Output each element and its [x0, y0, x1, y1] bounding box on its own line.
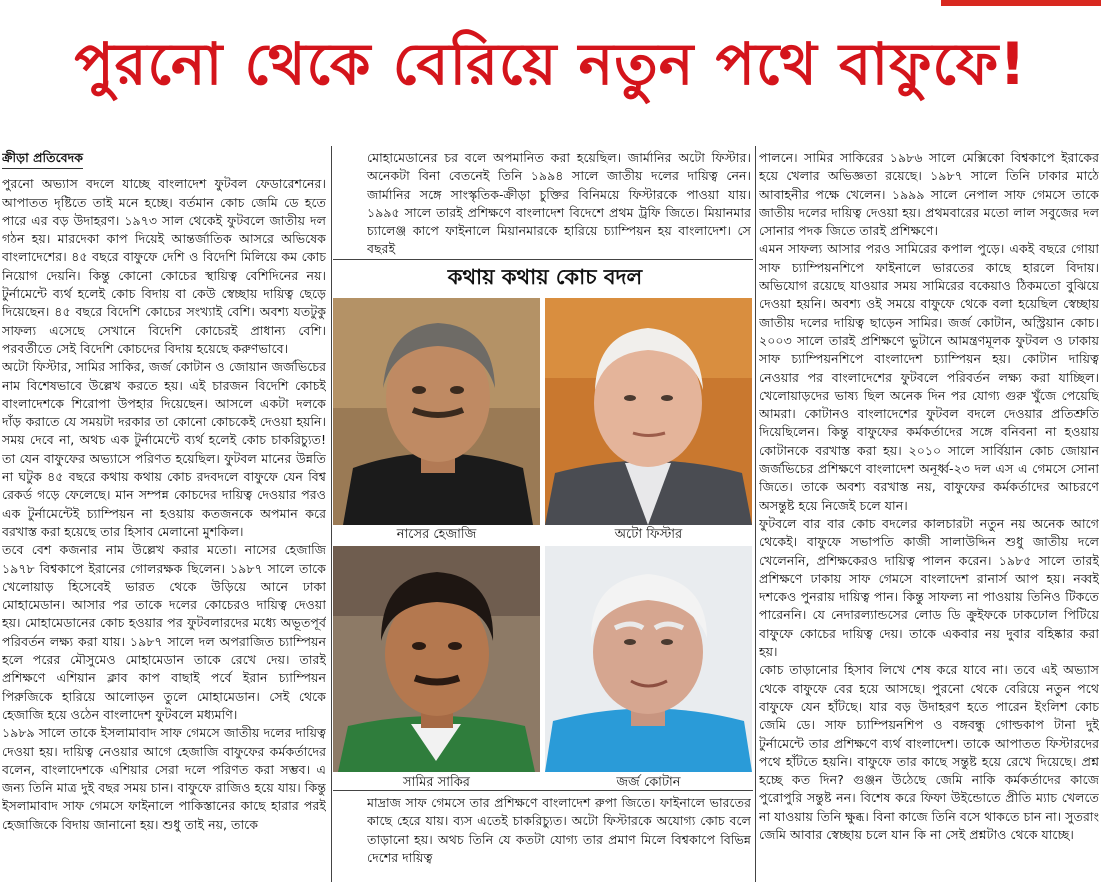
column-rule-right	[755, 146, 756, 882]
paragraph: কোচ তাড়ানোর হিসাব লিখে শেষ করে যাবে না। তবে এই অভ্যাস থেকে বাফুফে বের হয়ে আসছে। পুরনো থেকে বেরিয়ে নতুন পথে বাফুফে যেন হাঁটছে। যার বড় উদাহরণ হতে পারেন ইংলিশ কোচ জেমি ডে। সাফ চ্যাম্পিয়নশিপ ও বঙ্গবন্ধু গোল্ডকাপ টানা দুই টুর্নামেন্টে তার প্রশিক্ষণে ব্যর্থ বাংলাদেশ। তাকে আপাতত ফিস্টারদের পথে হাঁটতে হয়নি। বাফুফে তার কাছে সন্তুষ্ট হয়ে রেখে দিয়েছে। প্রশ্ন হচ্ছে কত দিন? গুঞ্জন উঠেছে জেমি নাকি কর্মকর্তাদের কাজে পুরোপুরি সন্তুষ্ট নন। বিশেষ করে ফিফা উইন্ডোতে প্রীতি ম্যাচ খেলতে না যাওয়ায় তিনি ক্ষুব্ধ। বিনা কাজে তিনি বসে থাকতে চান না। সুতরাং জেমি আবার স্বেচ্ছায় চলে যান কি না সেই প্রশ্নটাও থেকে যাচ্ছে।	[759, 662, 1099, 842]
column-rule-left	[331, 146, 332, 882]
article-column-3	[759, 149, 1099, 882]
paragraph: তবে বেশ কজনার নাম উল্লেখ করার মতো। নাসের হেজাজি ১৯৭৮ বিশ্বকাপে ইরানের গোলরক্ষক ছিলেন। ১৯৮৭ সালে তাকে খেলোয়াড় হিসেবেই ভারত থেকে উড়িয়ে আনে ঢাকা মোহামেডান। আসার পর তাকে দলের কোচেরও দায়িত্ব দেওয়া হয়। মোহামেডানের কোচ হওয়ার পর ফুটবলারদের মধ্যে অভূতপূর্ব পরিবর্তন লক্ষ্য করা যায়। ১৯৮৭ সালে দল অপরাজিত চ্যাম্পিয়ন হলে পরের মৌসুমেও মোহামেডান তাকে রেখে দেয়। তারই প্রশিক্ষণে এশিয়ান ক্লাব কাপ বাছাই পর্বে ইরান চ্যাম্পিয়ন পিরুজিকে হারিয়ে আলোড়ন তুলে মোহামেডান। সেই থেকে হেজাজি হয়ে ওঠেন বাংলাদেশ ফুটবলে মধ্যমণি।	[2, 542, 326, 722]
caption-george-kottan: জর্জ কোটান	[616, 775, 681, 790]
caption-nasser-hejazi: নাসের হেজাজি	[396, 527, 477, 542]
headline: পুরনো থেকে বেরিয়ে নতুন পথে বাফুফে!	[74, 30, 1027, 98]
paragraph: মোহামেডানের চর বলে অপমানিত করা হয়েছিল। জার্মানির অটো ফিস্টার। অনেকটা বিনা বেতনেই তিনি ১৯৯৪ সালে জাতীয় দলের দায়িত্ব নেন। জার্মানির সঙ্গে সাংস্কৃতিক-ক্রীড়া চুক্তির বিনিময়ে ফিস্টারকে পাওয়া যায়। ১৯৯৫ সালে তারই প্রশিক্ষণে বাংলাদেশ বিদেশে প্রথম ট্রফি জিতে। মিয়ানমার চ্যালেঞ্জ কাপে ফাইনালে মিয়ানমারকে হারিয়ে চ্যাম্পিয়ন হয় বাংলাদেশ। সে বছরই	[367, 150, 751, 257]
paragraph: মাদ্রাজ সাফ গেমসে তার প্রশিক্ষণে বাংলাদেশ রুপা জিতে। ফাইনালে ভারতের কাছে হেরে যায়। ব্যস এতেই চাকরিচ্যুত। অটো ফিস্টারকে অযোগ্য কোচ বলে তাড়ানো হয়। অথচ তিনি যে কতটা যোগ্য তার প্রমাণ মিলে বিশ্বকাপে বিভিন্ন দেশের দায়িত্ব	[367, 795, 751, 865]
paragraph: পালনে। সামির সাকিরের ১৯৮৬ সালে মেক্সিকো বিশ্বকাপে ইরাকের হয়ে খেলার অভিজ্ঞতা রয়েছে। ১৯৮৭ সালে তিনি ঢাকার মাঠে আবাহনীর পক্ষে খেলেন। ১৯৯৯ সালে নেপাল সাফ গেমসে তাকে জাতীয় দলের দায়িত্ব দেওয়া হয়। প্রথমবারের মতো লাল সবুজের দল সোনার পদক জিতে তারই প্রশিক্ষণে।	[759, 150, 1099, 239]
article-column-1	[2, 149, 326, 882]
coach-box-title: কথায় কথায় কোচ বদল	[447, 265, 643, 289]
photo-samir-shaker	[333, 546, 540, 772]
photo-nasser-hejazi	[333, 298, 540, 525]
paragraph: ১৯৮৯ সালে তাকে ইসলামাবাদ সাফ গেমসে জাতীয় দলের দায়িত্ব দেওয়া হয়। দায়িত্ব নেওয়ার আগে হেজাজি বাফুফের কর্মকর্তাদের বলেন, বাংলাদেশকে এশিয়ার সেরা দলে পরিণত করা সম্ভব। এ জন্য তিনি মাত্র দুই বছর সময় চান। বাফুফে রাজিও হয়ে যায়। কিন্তু ইসলামাবাদ সাফ গেমসে ফাইনালে পাকিস্তানের কাছে হারার পরই হেজাজিকে বিদায় জানানো হয়। শুধু তাই নয়, তাকে	[2, 725, 326, 832]
top-red-strip	[941, 0, 1101, 6]
caption-otto-pfister: অটো ফিস্টার	[614, 527, 683, 542]
article-column-2-top	[367, 149, 751, 259]
byline: ক্রীড়া প্রতিবেদক	[2, 149, 83, 169]
paragraph: ফুটবলে বার বার কোচ বদলের কালচারটা নতুন নয় অনেক আগে থেকেই। বাফুফে সভাপতি কাজী সালাউদ্দিন শুধু জাতীয় দলে খেলেননি, প্রশিক্ষকেরও দায়িত্ব পালন করেন। ১৯৮৫ সালে তারই প্রশিক্ষণে ঢাকায় সাফ গেমসে বাংলাদেশ রানার্স আপ হয়। নব্বই দশকেও পুনরায় দায়িত্ব পান। কিন্তু সাফল্য না পাওয়ায় তিনিও টিকতে পারেননি। যে নেদারল্যান্ডসের লোড ডি ক্রুইফকে ঢাকঢোল পিটিয়ে বাফুফে কোচের দায়িত্ব দেয়। তাকে একবার নয় দুবার বহিষ্কার করা হয়।	[759, 515, 1099, 660]
paragraph: পুরনো অভ্যাস বদলে যাচ্ছে বাংলাদেশ ফুটবল ফেডারেশনের। আপাতত দৃষ্টিতে তাই মনে হচ্ছে। বর্তমান কোচ জেমি ডে হতে পারে এর বড় উদাহরণ। ১৯৭৩ সাল থেকেই ফুটবলে জাতীয় দল গঠন হয়। মারদেকা কাপ দিয়েই আন্তর্জাতিক আসরে অভিষেক বাংলাদেশের। ৪৫ বছরে বাফুফে দেশি ও বিদেশি মিলিয়ে কম কোচ নিয়োগ দেয়নি। কিন্তু কোনো কোচের স্থায়িত্ব বেশিদিনের নয়। টুর্নামেন্টে ব্যর্থ হলেই কোচ বিদায় বা কেউ স্বেচ্ছায় দায়িত্ব ছেড়ে দিয়েছেন। ৪৫ বছরে বিদেশি কোচের সংখ্যাই বেশি। অবশ্য যতটুকু সাফল্য এসেছে সেখানে বিদেশি কোচেরই প্রাধান্য বেশি। পরবর্তীতে সেই বিদেশি কোচদের বিদায় হয়েছে করুণভাবে।	[2, 176, 326, 356]
article-column-2-bottom	[367, 794, 751, 882]
photo-otto-pfister	[545, 298, 752, 525]
box-top-rule	[333, 259, 753, 260]
paragraph: এমন সাফল্য আসার পরও সামিরের কপাল পুড়ে। একই বছরে গোয়া সাফ চ্যাম্পিয়নশিপে ফাইনালে ভারতের কাছে হারলে বিদায়। অভিযোগ রয়েছে যাওয়ার সময় সামিরের বকেয়াও ঠিকমতো বুঝিয়ে দেওয়া হয়নি। অবশ্য ওই সময়ে বাফুফে থেকে বলা হয়েছিল স্বেচ্ছায় জাতীয় দলের দায়িত্ব ছাড়েন সামির। জর্জ কোটান, অস্ট্রিয়ান কোচ। ২০০৩ সালে তারই প্রশিক্ষণে ভুটানে আমন্ত্রণমূলক ফুটবল ও ঢাকায় সাফ চ্যাম্পিয়নশিপে বাংলাদেশ চ্যাম্পিয়ন হয়। কোটান দায়িত্ব নেওয়ার পর বাংলাদেশের ফুটবলে পরিবর্তন লক্ষ্য করা যাচ্ছিল। খেলোয়াড়দের ভাষ্য ছিল অনেক দিন পর যোগ্য গুরু খুঁজে পেয়েছি আমরা। কোটানও বাংলাদেশের ফুটবল বদলে দেওয়ার প্রতিশ্রুতি দিয়েছিলেন। কিন্তু বাফুফের কর্মকর্তাদের সঙ্গে বনিবনা না হওয়ায় কোটানকে বরখাস্ত করা হয়। ২০১০ সালে সার্বিয়ান কোচ জোয়ান জর্জভিচের প্রশিক্ষণে বাংলাদেশ অনূর্ধ্ব-২৩ দল এস এ গেমসে সোনা জিতে। তাকে অবশ্য বরখাস্ত নয়, বাফুফের কর্মকর্তাদের আচরণে অসন্তুষ্ট হয়ে নিজেই চলে যান।	[759, 241, 1099, 513]
caption-samir-shaker: সামির সাকির	[403, 775, 470, 790]
photo-george-kottan	[545, 546, 752, 772]
paragraph: অটো ফিস্টার, সামির সাকির, জর্জ কোটান ও জোয়ান জর্জভিচের নাম বিশেষভাবে উল্লেখ করতে হয়। এই চারজন বিদেশি কোচই বাংলাদেশকে শিরোপা উপহার দিয়েছেন। আসলে একটা দলকে দাঁড় করাতে যে সময়টা দরকার তা কোনো কোচকেই দেওয়া হয়নি। সময় দেবে না, অথচ এক টুর্নামেন্টে ব্যর্থ হলেই কোচ চাকরিচ্যুত! তা যেন বাফুফের অভ্যাসে পরিণত হয়েছিল। ফুটবল মানের উন্নতি না ঘটুক ৪৫ বছরে কথায় কথায় কোচ রদবদলে বাফুফে যেন বিশ্ব রেকর্ড গড়ে ফেলেছে। মান সম্পন্ন কোচদের দায়িত্ব দেওয়ার পরও এক টুর্নামেন্টেই চ্যাম্পিয়ন না হওয়ায় কতজনকে অপমান করে বরখাস্ত করা হয়েছে তার হিসাব মেলানো মুশকিল।	[2, 359, 326, 539]
